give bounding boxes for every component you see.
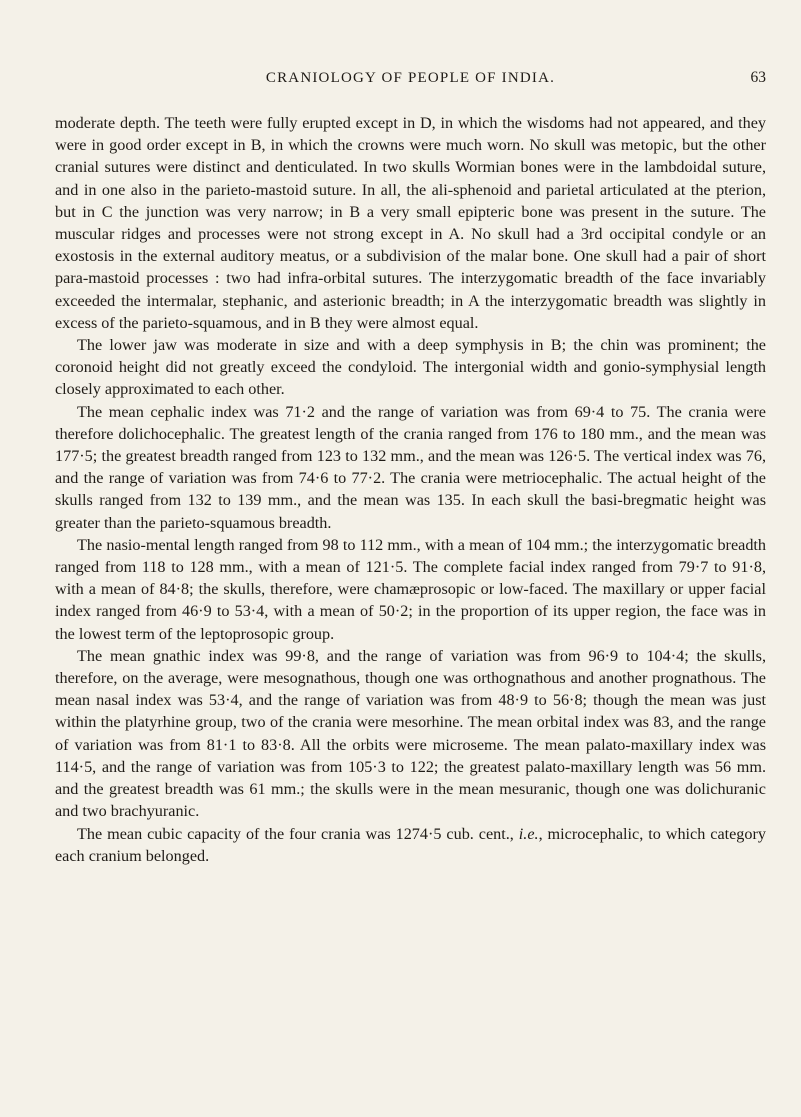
page-header (55, 67, 766, 89)
paragraph-cubic-capacity (55, 823, 766, 867)
paragraph-facial-index: The nasio-mental length ranged from 98 to 112 mm., with a mean of 104 mm.; the interzygomatic breadth ranged from 118 to 128 mm., with a mean of 121·5. The complete facial index ranged from 79·7 to 91·8, with a mean of 84·8; the skulls, therefore, were chamæprosopic or low-faced. The maxillary or upper facial index ranged from 46·9 to 53·4, with a mean of 50·2; in the proportion of its upper region, the face was in the lowest term of the leptoprosopic group. (55, 535, 766, 643)
paragraph-lower-jaw: The lower jaw was moderate in size and with a deep symphysis in B; the chin was prominent; the coronoid height did not greatly exceed the condyloid. The intergonial width and gonio-symphysial length closely approximated to each other. (55, 336, 766, 399)
running-title: CRANIOLOGY OF PEOPLE OF INDIA. (265, 70, 556, 86)
paragraph-sutures: moderate depth. The teeth were fully erupted except in D, in which the wisdoms had not appeared, and they were in good order except in B, in which the crowns were much worn. No skull was metopic, but the other cranial sutures were distinct and denticulated. In two skulls Wormian bones were in the lambdoidal suture, and in one also in the parieto-mastoid suture. In all, the ali-sphenoid and parietal articulated at the pterion, but in C the junction was very narrow; in B a very small epipteric bone was present in the suture. The muscular ridges and processes were not strong except in A. No skull had a 3rd occipital condyle or an exostosis in the external auditory meatus, or a subdivision of the malar bone. One skull had a pair of short para-mastoid processes : two had infra-orbital sutures. The interzygomatic breadth of the face invariably exceeded the intermalar, stephanic, and asterionic breadth; in A the interzygomatic breadth was slightly in excess of the parieto-squamous, and in B they were almost equal. (55, 114, 766, 332)
body-text (55, 112, 766, 867)
page-number: 63 (750, 69, 766, 86)
cubic-capacity-text-start: The mean cubic capacity of the four crania was 1274·5 cub. cent., (77, 824, 519, 843)
italic-ie: i.e. (518, 824, 539, 843)
cubic-capacity-text-end: , microcephalic, to which category each cranium belonged. (55, 824, 766, 865)
paragraph-cephalic-index: The mean cephalic index was 71·2 and the range of variation was from 69·4 to 75. The crania were therefore dolichocephalic. The greatest length of the crania ranged from 176 to 180 mm., and the mean was 177·5; the greatest breadth ranged from 123 to 132 mm., and the mean was 126·5. The vertical index was 76, and the range of variation was from 74·6 to 77·2. The crania were metriocephalic. The actual height of the skulls ranged from 132 to 139 mm., and the mean was 135. In each skull the basi-bregmatic height was greater than the parieto-squamous breadth. (55, 402, 766, 532)
paragraph-gnathic-index: The mean gnathic index was 99·8, and the range of variation was from 96·9 to 104·4; the skulls, therefore, on the average, were mesognathous, though one was orthognathous and another prognathous. The mean nasal index was 53·4, and the range of variation was from 48·9 to 56·8; though the mean was just within the platyrhine group, two of the crania were mesorhine. The mean orbital index was 83, and the range of variation was from 81·1 to 83·8. All the orbits were microseme. The mean palato-maxillary index was 114·5, and the range of variation was from 105·3 to 122; the greatest palato-maxillary length was 56 mm. and the greatest breadth was 61 mm.; the skulls were in the mean mesuranic, though one was dolichuranic and two brachyuranic. (55, 646, 766, 821)
